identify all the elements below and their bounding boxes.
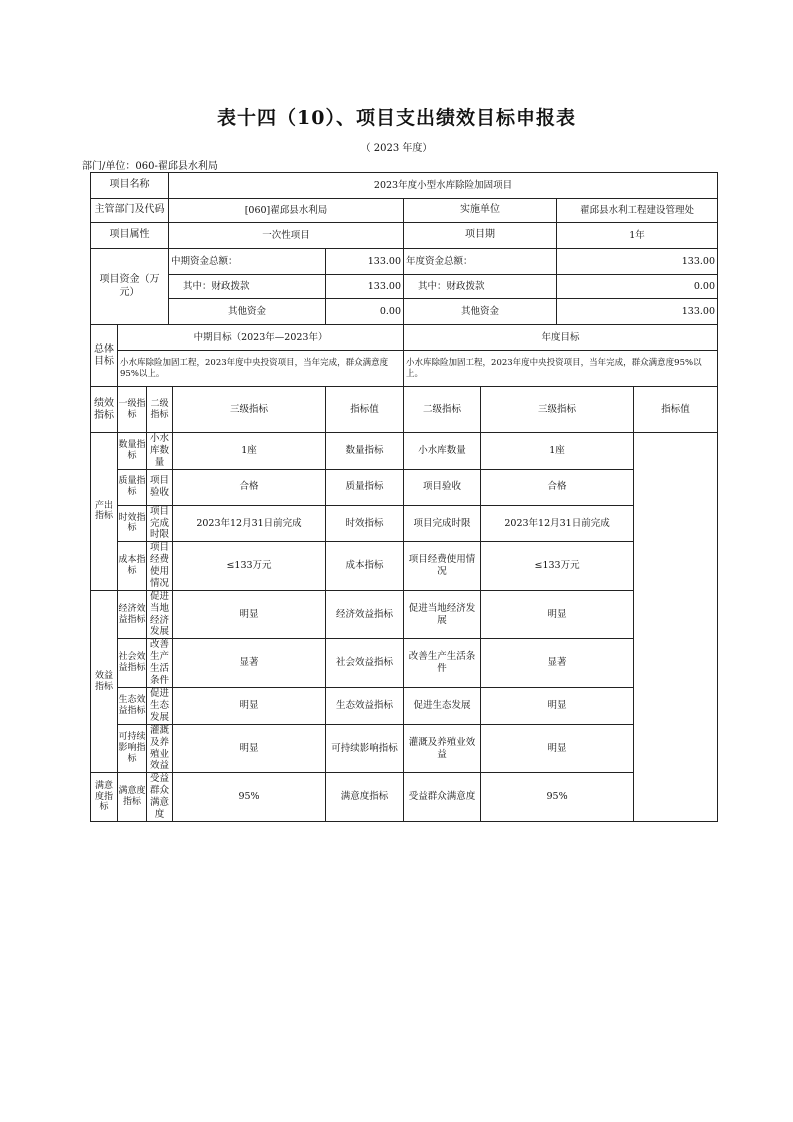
year-total-label: 年度资金总额： [404,249,557,275]
year-level2-indicator: 社会效益指标 [326,639,404,688]
mid-other: 0.00 [326,299,404,325]
table-row [91,542,718,591]
year-goal-text: 小水库除险加固工程，2023年度中央投资项目，当年完成，群众满意度95%以上。 [404,351,718,387]
year-fiscal-label: 其中：财政拨款 [404,275,557,299]
year-indicator-value: 95% [481,773,634,822]
table-row [91,590,718,639]
project-info-table [90,172,718,325]
level2-indicator: 数量指标 [118,433,147,470]
perf-label: 绩效指标 [91,387,118,433]
year-level3-indicator: 促进当地经济发展 [404,590,481,639]
year-level3-indicator: 灌溉及养殖业效益 [404,724,481,773]
year-level3-indicator: 促进生态发展 [404,687,481,724]
level3-indicator: 改善生产生活条件 [147,639,173,688]
period-value: 1年 [557,223,718,249]
page-title: 表十四（10）、项目支出绩效目标申报表 [217,107,576,129]
level2-indicator: 满意度指标 [118,773,147,822]
year-goal-header: 年度目标 [404,325,718,351]
year-total: 133.00 [557,249,718,275]
level1-indicator: 产出指标 [91,433,118,591]
year-level2-indicator: 满意度指标 [326,773,404,822]
year-level2-indicator: 时效指标 [326,505,404,542]
table-row [91,773,718,822]
level3-indicator: 项目验收 [147,469,173,505]
year-level3-indicator: 项目完成时限 [404,505,481,542]
indicator-value: 明显 [173,687,326,724]
year-indicator-value: 合格 [481,469,634,505]
funds-label: 项目资金（万元） [91,249,169,325]
table-row [91,505,718,542]
level2-indicator: 成本指标 [118,542,147,591]
level1-indicator: 效益指标 [91,590,118,773]
level3-indicator: 灌溉及养殖业效益 [147,724,173,773]
level3-indicator: 受益群众满意度 [147,773,173,822]
level3-indicator: 项目经费使用情况 [147,542,173,591]
header-year-l2: 二级指标 [404,387,481,433]
year-indicator-value: 明显 [481,687,634,724]
mid-goal-text: 小水库除险加固工程，2023年度中央投资项目，当年完成，群众满意度95%以上。 [118,351,404,387]
project-name-label: 项目名称 [91,173,169,199]
year-level2-indicator: 经济效益指标 [326,590,404,639]
mid-goal-header: 中期目标（2023年—2023年） [118,325,404,351]
indicator-value: 明显 [173,724,326,773]
level2-indicator: 质量指标 [118,469,147,505]
attr-value: 一次性项目 [169,223,404,249]
mid-other-label: 其他资金 [169,299,326,325]
year-level2-indicator: 数量指标 [326,433,404,470]
mid-fiscal-label: 其中：财政拨款 [169,275,326,299]
table-row [91,639,718,688]
year-level2-indicator: 质量指标 [326,469,404,505]
header-year-value: 指标值 [634,387,718,433]
indicator-value: ≤133万元 [173,542,326,591]
year-fiscal: 0.00 [557,275,718,299]
level2-indicator: 社会效益指标 [118,639,147,688]
indicator-value: 明显 [173,590,326,639]
level3-indicator: 促进当地经济发展 [147,590,173,639]
year-indicator-value: 显著 [481,639,634,688]
goals-label: 总体目标 [91,325,118,387]
year-other: 133.00 [557,299,718,325]
year-level3-indicator: 受益群众满意度 [404,773,481,822]
indicator-value: 显著 [173,639,326,688]
impl-unit-label: 实施单位 [404,199,557,223]
table-row [91,687,718,724]
impl-unit: 翟邱县水利工程建设管理处 [557,199,718,223]
mid-total-label: 中期资金总额： [169,249,326,275]
level2-indicator: 生态效益指标 [118,687,147,724]
year-other-label: 其他资金 [404,299,557,325]
year-level3-indicator: 改善生产生活条件 [404,639,481,688]
dept-code-label: 主管部门及代码 [91,199,169,223]
level2-indicator: 经济效益指标 [118,590,147,639]
attr-label: 项目属性 [91,223,169,249]
year-level2-indicator: 生态效益指标 [326,687,404,724]
year-indicator-value: 明显 [481,724,634,773]
year-indicator-value: 1座 [481,433,634,470]
indicator-value: 2023年12月31日前完成 [173,505,326,542]
project-name: 2023年度小型水库除险加固项目 [169,173,718,199]
header-year-l3: 三级指标 [481,387,634,433]
department-line: 部门/单位：060-翟邱县水利局 [82,161,218,172]
dept-code: [060]翟邱县水利局 [169,199,404,223]
table-row [91,433,718,470]
year-indicator-value: 明显 [481,590,634,639]
header-l3: 三级指标 [173,387,326,433]
mid-fiscal: 133.00 [326,275,404,299]
year-subtitle: （ 2023 年度） [360,143,433,154]
mid-total: 133.00 [326,249,404,275]
year-level3-indicator: 项目经费使用情况 [404,542,481,591]
indicator-value: 合格 [173,469,326,505]
year-level2-indicator: 可持续影响指标 [326,724,404,773]
level3-indicator: 项目完成时限 [147,505,173,542]
level2-indicator: 可持续影响指标 [118,724,147,773]
year-indicator-value: ≤133万元 [481,542,634,591]
table-row [91,469,718,505]
year-indicator-value: 2023年12月31日前完成 [481,505,634,542]
level2-indicator: 时效指标 [118,505,147,542]
level3-indicator: 小水库数量 [147,433,173,470]
header-l2: 二级指标 [147,387,173,433]
period-label: 项目期 [404,223,557,249]
table-row [91,724,718,773]
level1-indicator: 满意度指标 [91,773,118,822]
header-l1: 一级指标 [118,387,147,433]
year-level2-indicator: 成本指标 [326,542,404,591]
year-level3-indicator: 小水库数量 [404,433,481,470]
indicator-value: 95% [173,773,326,822]
indicator-value: 1座 [173,433,326,470]
performance-table [90,324,718,822]
level3-indicator: 促进生态发展 [147,687,173,724]
header-value: 指标值 [326,387,404,433]
year-level3-indicator: 项目验收 [404,469,481,505]
